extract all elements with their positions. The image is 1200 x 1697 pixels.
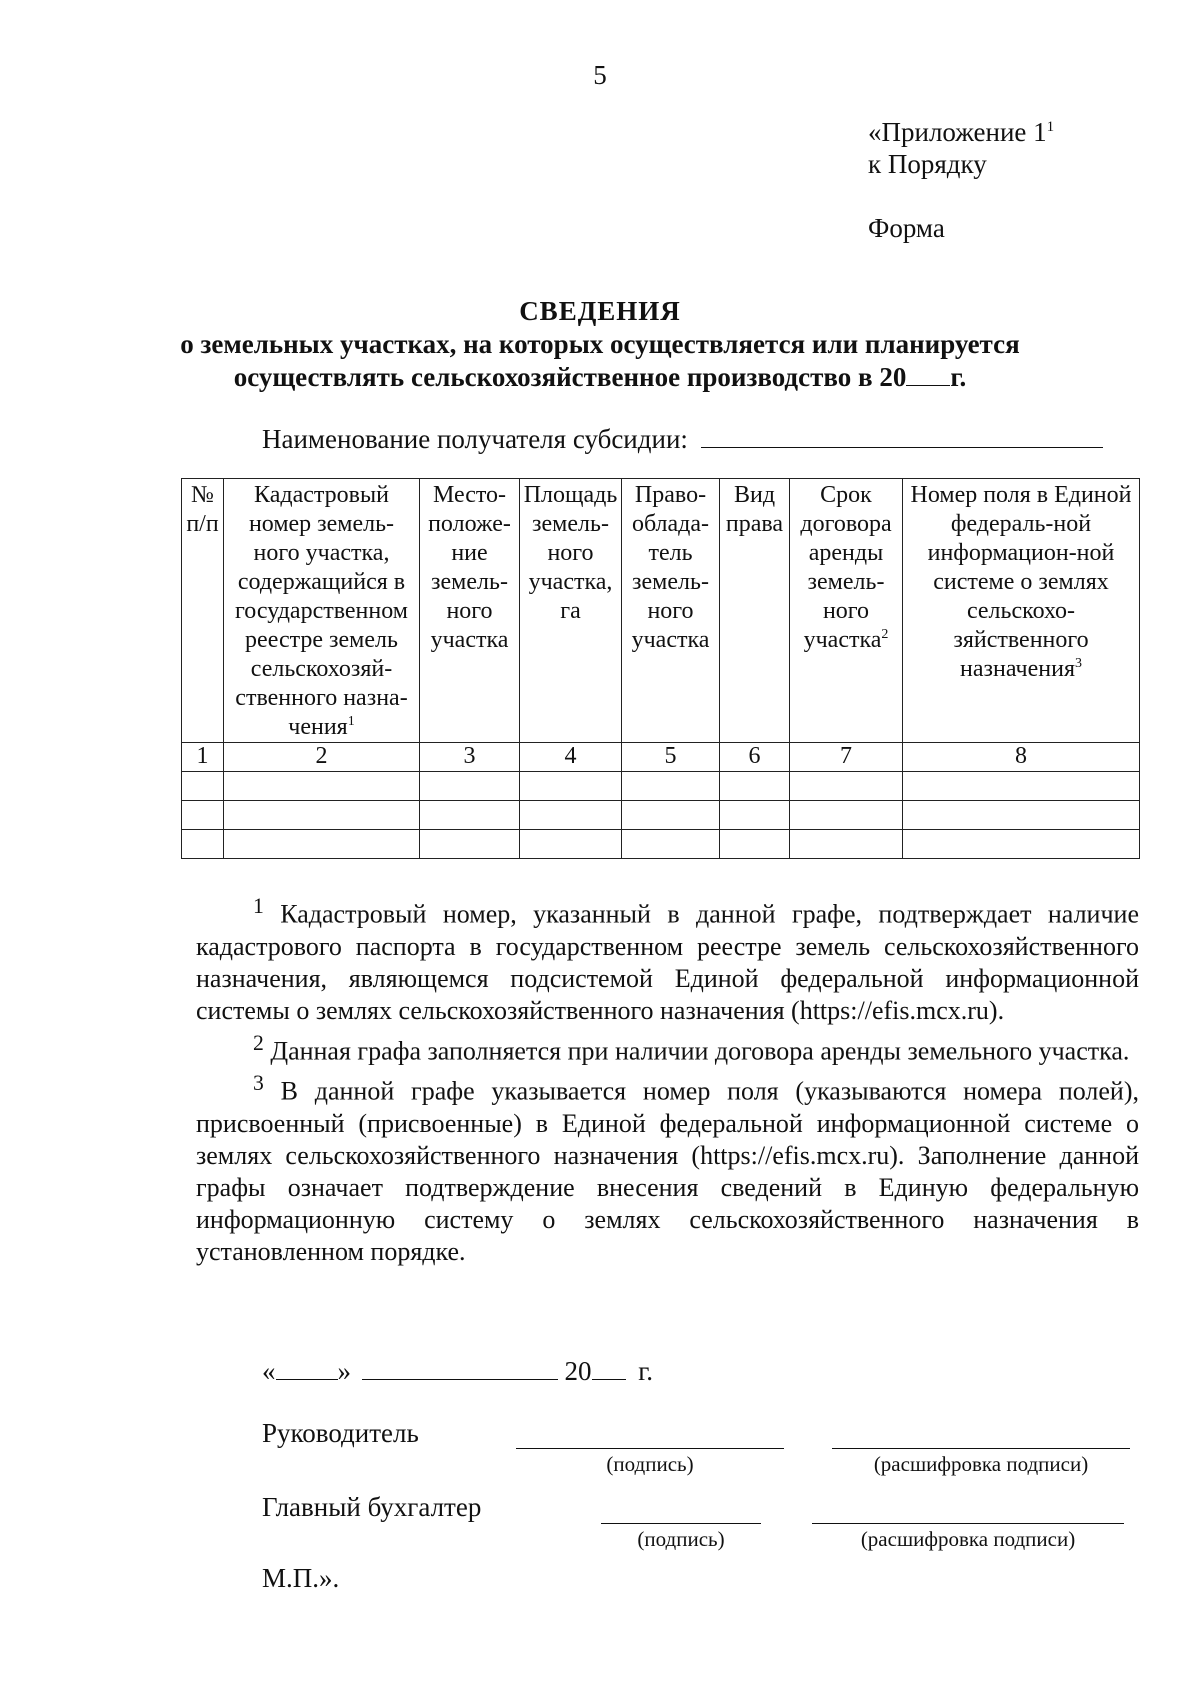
table-cell[interactable] (420, 830, 520, 859)
table-cell[interactable] (790, 830, 903, 859)
footnote-2: $^2$ Данная графа заполняется при наличии договора аренды земельного участка. (253, 1030, 1130, 1066)
director-signature-caption: (подпись) (606, 1452, 694, 1476)
table-header-row (182, 479, 1140, 743)
table-cell[interactable] (903, 772, 1140, 801)
column-number: 3 (420, 743, 520, 772)
date-line: « » 20 г. (262, 1356, 654, 1386)
table-cell[interactable] (903, 801, 1140, 830)
footnote-1: $^1$ Кадастровый номер, указанный в данной графе, подтверждает наличие кадастрового паспорта в государственном реестре земель сельскохозяйственного назначения, являющемся подсистемой Единой федеральной информационной системы о землях сельскохозяйственного назначения (https://efis.mcx.ru). (196, 894, 1139, 1025)
table-cell[interactable] (903, 830, 1140, 859)
column-number: 2 (224, 743, 420, 772)
column-number-row (182, 743, 1140, 772)
annex-block (868, 116, 1054, 180)
accountant-label: Главный бухгалтер (262, 1492, 482, 1522)
table-cell[interactable] (790, 772, 903, 801)
accountant-signature-caption: (подпись) (637, 1527, 725, 1551)
table-cell[interactable] (420, 772, 520, 801)
annex-title: «Приложение $1^1$ (868, 117, 1055, 147)
column-number: 6 (720, 743, 790, 772)
table-cell[interactable] (224, 801, 420, 830)
table-cell[interactable] (224, 772, 420, 801)
month-field[interactable] (362, 1379, 558, 1380)
table-cell[interactable] (520, 772, 622, 801)
table-cell[interactable] (622, 772, 720, 801)
table-cell[interactable] (720, 772, 790, 801)
header-cell-7: Срок договора аренды земель-ного участка$^2$ (790, 479, 903, 743)
table-cell[interactable] (790, 801, 903, 830)
table-cell[interactable] (420, 801, 520, 830)
accountant-signature-line[interactable] (601, 1523, 761, 1524)
annex-reference: к Порядку (868, 149, 987, 179)
header-cell-1: № п/п (182, 479, 224, 743)
column-number: 1 (182, 743, 224, 772)
footnotes-block (196, 890, 1139, 1268)
table-cell[interactable] (224, 830, 420, 859)
table-cell[interactable] (622, 830, 720, 859)
footnote-3: $^3$ В данной графе указывается номер поля (указываются номера полей), присвоенный (присвоенные) в Единой федеральной информационной системе о землях сельскохозяйственного назначения (https://efis.mcx.ru). Заполнение данной графы означает подтверждение внесения сведений в Единую федеральную информационную систему о землях сельскохозяйственного назначения в установленном порядке. (196, 1071, 1140, 1266)
table-cell[interactable] (622, 801, 720, 830)
accountant-decode-line[interactable] (812, 1523, 1124, 1524)
title-line-3: осуществлять сельскохозяйственное производство в 20 г. (233, 362, 967, 392)
year-blank[interactable] (906, 385, 950, 386)
document-title (0, 295, 1200, 394)
column-number: 8 (903, 743, 1140, 772)
year-field[interactable] (592, 1379, 626, 1380)
table-cell[interactable] (182, 801, 224, 830)
table-cell[interactable] (720, 830, 790, 859)
table-row (182, 801, 1140, 830)
annex-superscript: 1 (1046, 119, 1055, 135)
director-signature-line[interactable] (516, 1448, 784, 1449)
land-plots-table (181, 478, 1140, 859)
table-cell[interactable] (182, 772, 224, 801)
director-decode-line[interactable] (832, 1448, 1130, 1449)
header-cell-8: Номер поля в Единой федераль-ной информацион-ной системе о землях сельскохо-зяйственного назначения$^3$ (903, 479, 1140, 743)
accountant-decode-caption: (расшифровка подписи) (860, 1527, 1076, 1551)
table-row (182, 772, 1140, 801)
table-row (182, 830, 1140, 859)
column-number: 5 (622, 743, 720, 772)
column-number: 4 (520, 743, 622, 772)
page-number: 5 (593, 60, 607, 90)
recipient-label: Наименование получателя субсидии: (262, 424, 688, 454)
header-cell-2: Кадастровый номер земель-ного участка, содержащийся в государственном реестре земель сельскохозяй-ственного назна-чения$^1$ (224, 479, 420, 743)
table-cell[interactable] (520, 830, 622, 859)
director-label: Руководитель (262, 1418, 419, 1448)
header-cell-6: Вид права (720, 479, 790, 743)
table-cell[interactable] (182, 830, 224, 859)
director-decode-caption: (расшифровка подписи) (873, 1452, 1089, 1476)
title-main: СВЕДЕНИЯ (519, 296, 681, 326)
stamp-label: М.П.». (262, 1563, 340, 1593)
header-cell-5: Право-облада-тель земель-ного участка (622, 479, 720, 743)
day-field[interactable] (276, 1379, 338, 1380)
column-number: 7 (790, 743, 903, 772)
recipient-field[interactable] (701, 447, 1103, 448)
recipient-row (262, 424, 1103, 455)
header-cell-3: Место-положе-ние земель-ного участка (420, 479, 520, 743)
form-label: Форма (868, 213, 945, 243)
table-cell[interactable] (720, 801, 790, 830)
header-cell-4: Площадь земель-ного участка, га (520, 479, 622, 743)
title-line-2: о земельных участках, на которых осуществляется или планируется (180, 329, 1020, 359)
table-cell[interactable] (520, 801, 622, 830)
